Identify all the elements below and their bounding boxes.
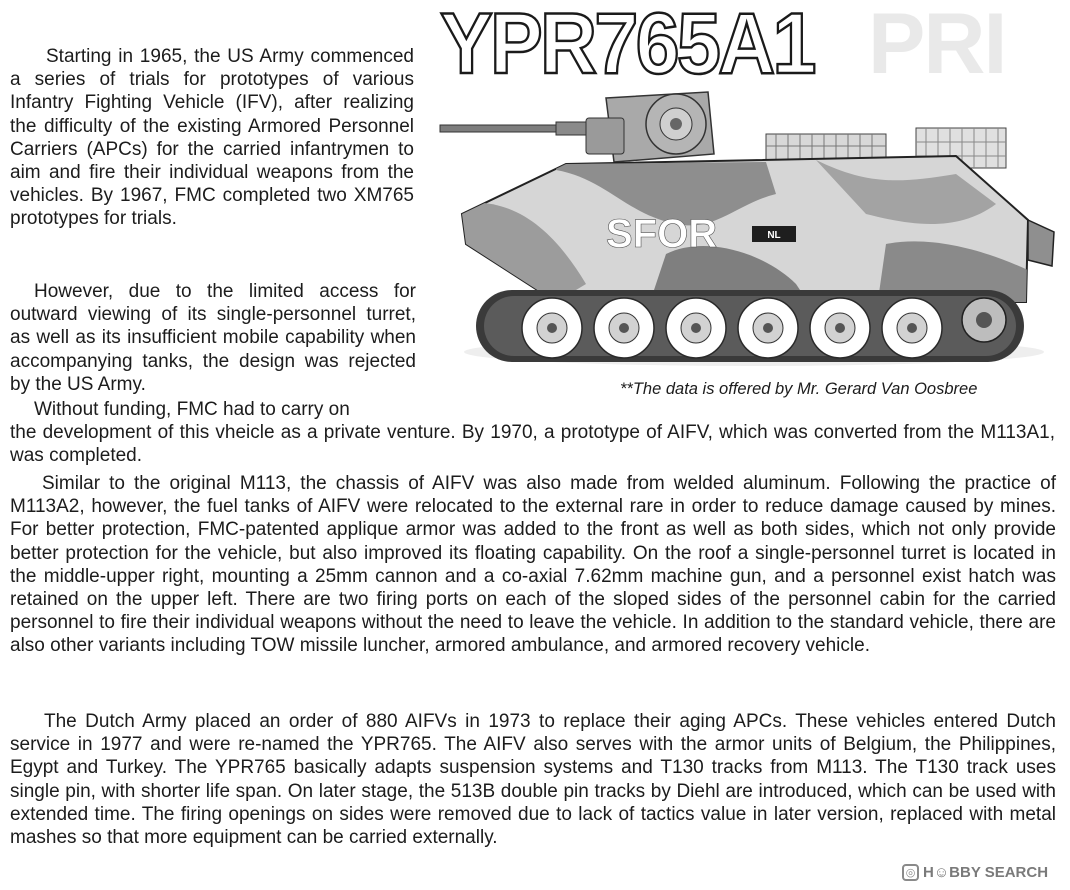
vehicle-illustration [436,84,1064,384]
nl-plate: NL [767,230,781,241]
title-ghost-text: PRI [868,0,1006,92]
paragraph-private-venture-start: Without funding, FMC had to carry on [34,399,350,420]
page-title: YPR765A1 [440,0,814,92]
paragraph-private-venture: the development of this vheicle as a private venture. By 1970, a prototype of AIFV, which was converted from the M113A1, was completed. [10,422,1055,467]
hobby-search-logo-icon: ◎ [902,864,919,881]
image-credit: **The data is offered by Mr. Gerard Van Oosbree [620,380,978,398]
paragraph-chassis-description: Similar to the original M113, the chassis of AIFV was also made from welded aluminum. Following the practice of M113A2, however, the fuel tanks of AIFV were relocated to the external rare in order to reduce damage caused by mines. For better protection, FMC-patented applique armor was added to the front as well as both sides, which not only provide better protection for the vehicle, but also improved its floating capability. On the roof a single-personnel turret is located in the middle-upper right, mounting a 25mm cannon and a co-axial 7.62mm machine gun, and a personnel exist hatch was retained on the upper left. There are two firing ports on each of the sloped sides of the personnel cabin for the carried personnel to fire their individual weapons without the need to leave the vehicle. In addition to the standard vehicle, there are also other variants including TOW missile luncher, armored ambulance, and armored recovery vehicle. [10,473,1056,657]
paragraph-history-intro: Starting in 1965, the US Army commenced a series of trials for prototypes of various Infantry Fighting Vehicle (IFV), after realizing the difficulty of the existing Armored Personnel Carriers (APCs) for the carried infantrymen to aim and fire their individual weapons from the vehicles. By 1967, FMC completed two XM765 prototypes for trials. [10,46,414,230]
sfor-marking: SFOR [606,212,718,256]
watermark [902,860,1048,884]
paragraph-dutch-service: The Dutch Army placed an order of 880 AIFVs in 1973 to replace their aging APCs. These vehicles entered Dutch service in 1977 and were re-named the YPR765. The AIFV also serves with the armor units of Belgium, the Philippines, Egypt and Turkey. The YPR765 basically adapts suspension systems and T130 tracks from M113. The T130 track uses single pin, with shorter life span. On later stage, the 513B double pin tracks by Diehl are introduced, which can be used with extended time. The firing openings on sides were removed due to lack of tactics value in later version, replaced with metal mashes so that more equipment can be carried externally. [10,711,1056,849]
paragraph-rejection: However, due to the limited access for outward viewing of its single-personnel turret, as well as its insufficient mobile capability when accompanying tanks, the design was rejected by the US Army. [10,281,416,395]
watermark-text: H☺BBY SEARCH [923,863,1049,881]
